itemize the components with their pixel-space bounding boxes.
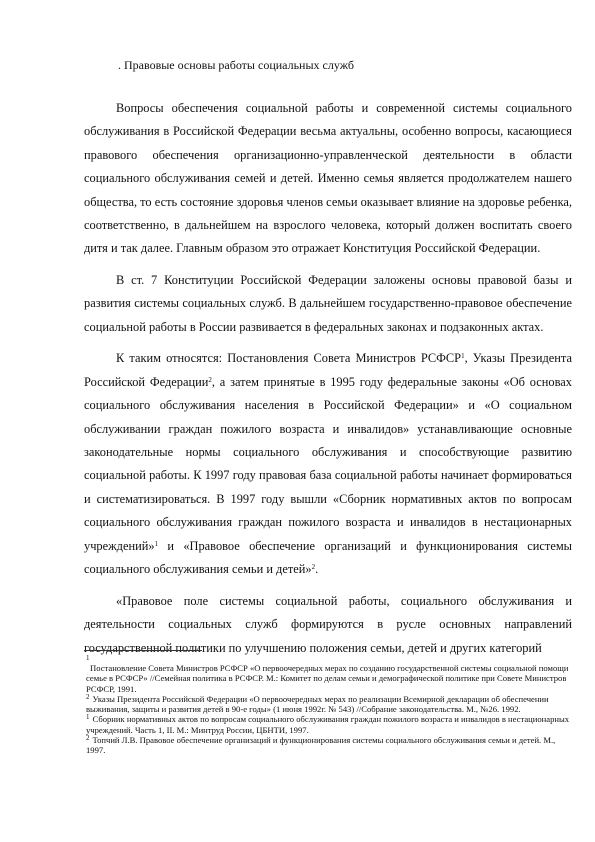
paragraph-4: «Правовое поле системы социальной работы, социального обслуживания и деятельности социальных служб формируются в русле основных направлений государственной политики по улучшению положения семьи, детей и других категорий [84,593,572,655]
footnote-4-number: 2 [86,734,90,743]
footnote-4-text: Топчий Л.В. Правовое обеспечение организаций и функционирования системы социального обслуживания семьи и детей. М., 1997. [86,735,556,756]
footnote-ref-3[interactable]: 1 [154,539,159,548]
paragraph-2: В ст. 7 Конституции Российской Федерации заложены основы правовой базы и развития системы социальных служб. В дальнейшем государственно-правовое обеспечение социальной работы в России развивается в федеральных законах и подзаконных актах. [84,273,572,334]
footnote-ref-4[interactable]: 2 [311,563,316,572]
footnote-3 [86,714,570,735]
footnote-4 [86,735,570,756]
paragraph-3-part-b: , Указы Президента Российской Федерации [84,351,572,389]
section-heading: . Правовые основы работы социальных служб [118,58,354,72]
paragraph-3-part-e: . [315,562,319,577]
paragraph-3-part-d: и «Правовое обеспечение организаций и функционирования системы социального обслуживания семьи и детей» [84,538,572,577]
footnote-2-text: Указы Президента Российской Федерации «О первоочередных мерах по реализации Всемирной декларации об обеспечении выживания, защиты и развития детей в 90-е годы» (1 июня 1992г. № 543) //Собрание законодательства. М., №26. 1992. [86,693,549,715]
footnote-3-text: Сборник нормативных актов по вопросам социального обслуживания граждан пожилого возраста и инвалидов в нестационарных учреждений. Часть 1, II. М.: Минтруд России, ЦБНТИ, 1997. [86,714,570,735]
footnote-ref-1[interactable]: 1 [461,352,465,361]
footnote-separator [84,650,202,651]
footnote-ref-2[interactable]: 2 [208,375,212,384]
paragraph-3-part-c: , а затем принятые в 1995 году федеральные законы «Об основах социального обслуживания населения в Российской Федерации» и «О социальном обслуживании граждан пожилого возраста и инвалидов» устанавливающие основные законодательные нормы социального обслуживания и способствующие развитию социальной работы. К 1997 году правовая база социальной работы начинает формироваться и систематизироваться. В 1997 году вышли «Сборник нормативных актов по вопросам социального обслуживания граждан пожилого возраста и инвалидов в нестационарных учреждений» [84,374,572,553]
footnotes [86,654,570,756]
footnote-mark: 1 [86,654,90,662]
footnote-1: Постановление Совета Министров РСФСР «О первоочередных мерах по созданию государственной системы социальной помощи семье в РСФСР» //Семейная политика в РСФСР. М.: Комитет по делам семьи и демографической политике при Совете Министров РСФСР, 1991. [86,663,569,694]
footnote-2-number: 2 [86,692,90,701]
paragraph-3 [84,347,572,581]
paragraph-3-part-a: К таким относятся: Постановления Совета Министров РСФСР [116,351,462,366]
footnote-3-number: 1 [86,713,90,722]
body-text [84,97,572,668]
footnote-2 [86,694,570,715]
paragraph-1: Вопросы обеспечения социальной работы и современной системы социального обслуживания в Российской Федерации весьма актуальны, особенно вопросы, касающиеся правового обеспечения организационно-управленческой деятельности в области социального обслуживания семей и детей. Именно семья является продолжателем нашего общества, то есть состояние здоровья членов семьи оказывает влияние на здоровье ребенка, соответственно, в дальнейшем на взрослого человека, который должен воспитать своего дитя и так далее. Главным образом это отражает Конституция Российской Федерации. [84,101,572,256]
